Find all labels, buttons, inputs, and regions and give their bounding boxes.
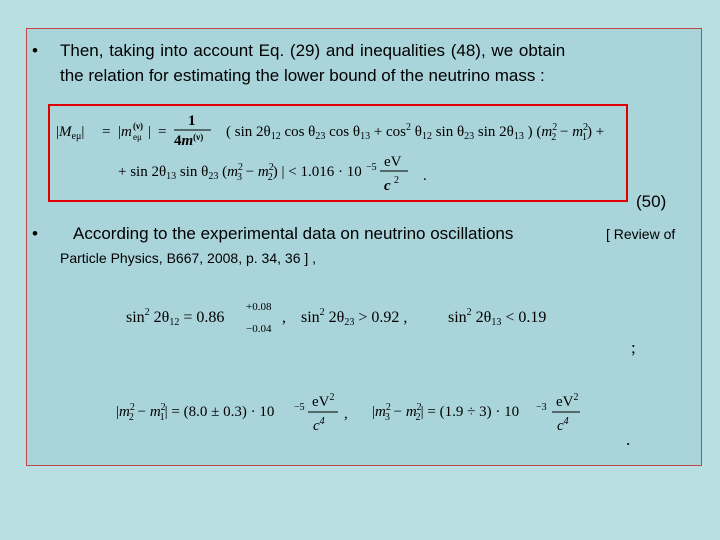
- masses-trailing-period: .: [626, 430, 631, 449]
- svg-text:eV2: $eV^2$: [312, 392, 335, 410]
- equation-50-number: (50): [636, 192, 667, 211]
- mixing-trailing-semicolon: ;: [631, 338, 636, 357]
- svg-text:c: c: [384, 178, 391, 194]
- svg-text:.: .: [423, 168, 427, 184]
- paragraph-2-line-2: Particle Physics, B667, 2008, p. 34, 36 ] ,: [60, 250, 317, 266]
- svg-text:|: |: [148, 124, 152, 140]
- paragraph-2-line-1: According to the experimental data on neutrino oscillations: [73, 224, 514, 243]
- paragraph-1-line-1: Then, taking into account Eq. (29) and inequalities (48), we obtain: [60, 41, 566, 60]
- svg-text:sin2 2θ12 = 0.86: $\sin^2 2\theta 12 = 0.86$: [126, 307, 225, 328]
- paragraph-1-line-2: the relation for estimating the lower bound of the neutrino mass :: [60, 66, 545, 85]
- svg-text:sin2 2θ13 < 0.19: $\sin^2 2\theta 13 < 0.19$: [448, 307, 547, 328]
- svg-text:=: =: [102, 124, 111, 140]
- svg-text:,: ,: [344, 406, 348, 422]
- svg-text:−3: −3: [536, 402, 547, 413]
- svg-text:−5: −5: [294, 402, 305, 413]
- svg-text:c4: $c^4$: [557, 416, 569, 434]
- svg-text:|m22 − m21| = (8.0 ± 0.3) · 10: $|m^2$ $2 - m^2$ 1| = (8.0 ± 0.3) · 10: [116, 402, 275, 423]
- svg-text:c4: $c^4$: [313, 416, 325, 434]
- svg-text:=: =: [158, 124, 167, 140]
- svg-text:eV2: $eV^2$: [556, 392, 579, 410]
- svg-text:|m23 − m22| = (1.9 ÷ 3) · 10: $|m^2$ $3 - m^2$ 2| = (1.9 ÷ 3) · 10: [372, 402, 520, 423]
- equation-mixing-angles: [126, 296, 576, 345]
- svg-text:1: 1: [188, 113, 196, 129]
- svg-text:eV: eV: [384, 154, 402, 170]
- svg-text:( sin 2θ12 cos θ23 cos θ13 + c: ( $\sin 2\theta_{12}$ $\cos \theta_{23}$ $\cos \theta_{13} + \cos^2 \theta_{12}$ $\sin \theta_{23}$ $\sin 2\theta_{13}$ ) ($m^2$ $2 - m^2$ 1) +: [226, 122, 605, 143]
- equation-mass-differences: [116, 388, 586, 441]
- equation-50-line-2: [118, 150, 448, 203]
- svg-text:|Meμ|: $|M_{e\mu}|$: [56, 124, 85, 142]
- svg-text:+0.08: +0.08: [246, 301, 272, 313]
- svg-text:2: 2: [394, 175, 399, 186]
- svg-text:sin2 2θ23 > 0.92 ,: $\sin^2 2\theta 23 > 0.92$ ,: [301, 307, 408, 328]
- svg-text:−0.04: −0.04: [246, 323, 272, 335]
- svg-text:(ν): (ν): [133, 121, 144, 131]
- bullet-1: •: [32, 41, 38, 60]
- svg-text:eμ: eμ: [133, 132, 142, 142]
- svg-text:−5: −5: [366, 162, 377, 173]
- bullet-2: •: [32, 224, 38, 243]
- svg-text:4m(ν): $4m^{(\nu)}$: [174, 132, 204, 149]
- svg-text:,: ,: [282, 309, 286, 326]
- svg-text:+ sin 2θ13 sin θ23 (m23 − m2: + $\sin 2\theta_{13}$ $\sin \theta_{23}$ ($m^2$ $3 - m^2$ 2) | < 1.016 · 10: [118, 162, 362, 183]
- reference-part-1: [ Review of: [606, 226, 676, 242]
- svg-text:|m: |m: [118, 124, 132, 140]
